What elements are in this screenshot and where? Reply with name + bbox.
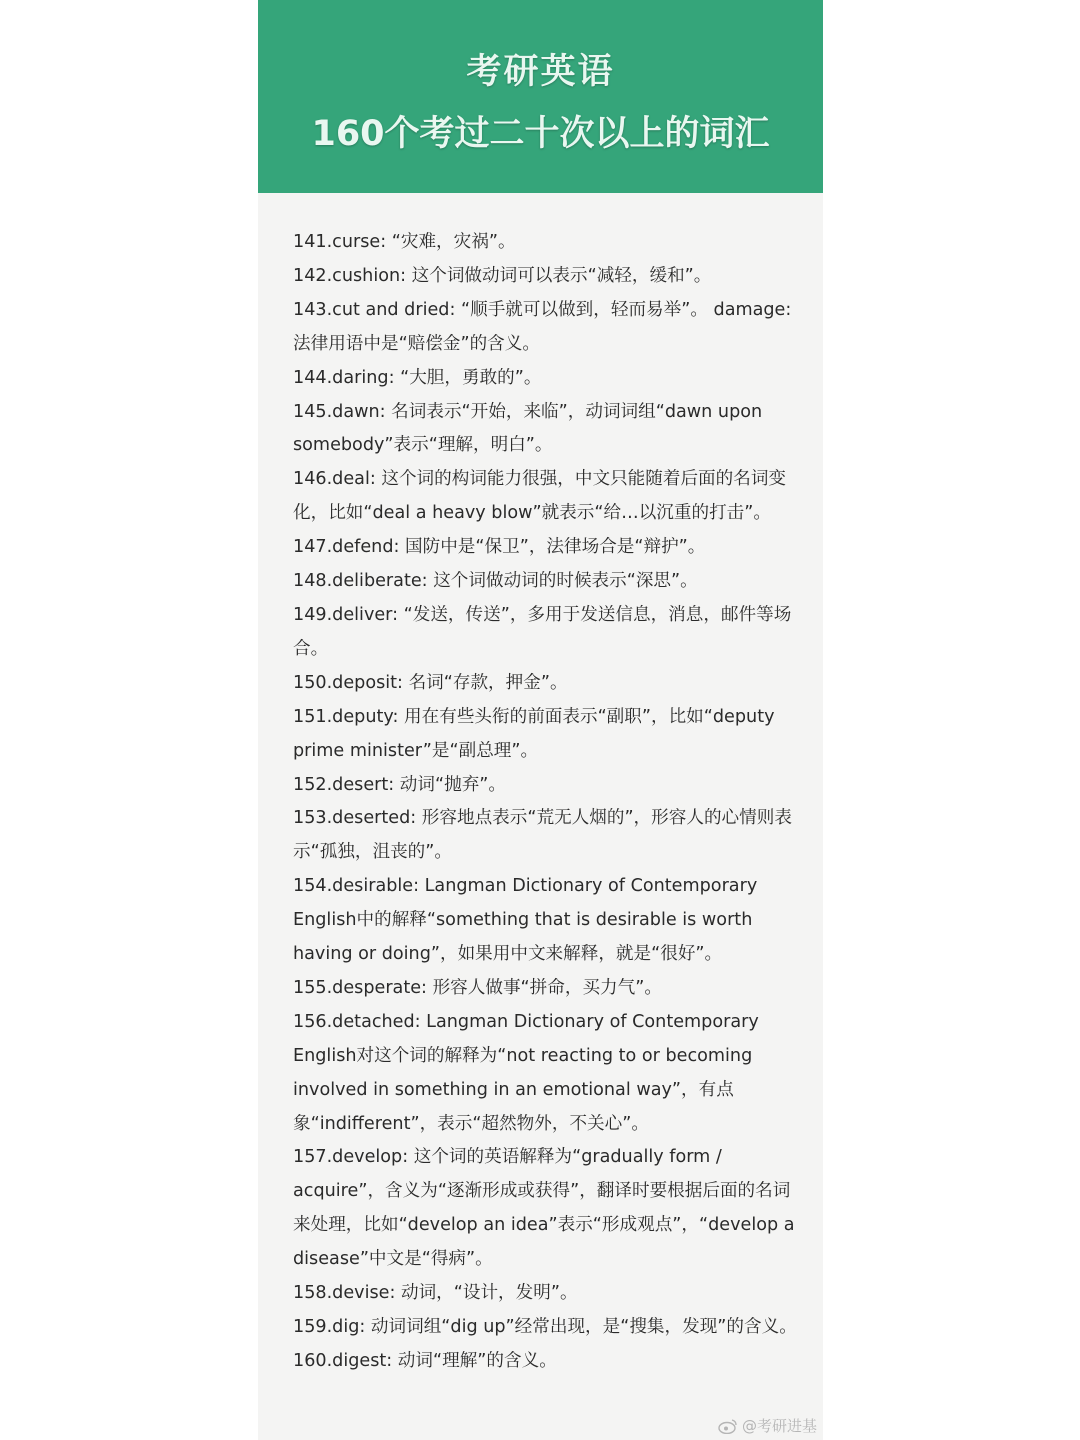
vocab-entry-149: 149.deliver: “发送，传送”，多用于发送信息，消息，邮件等场合。 <box>293 604 792 659</box>
vocab-entry-147: 147.defend: 国防中是“保卫”，法律场合是“辩护”。 <box>293 537 706 558</box>
vocab-entry-141: 141.curse: “灾难，灾祸”。 <box>293 232 516 252</box>
vocab-entry-158: 158.devise: 动词，“设计，发明”。 <box>293 1283 578 1304</box>
vocab-entry-157: 157.develop: 这个词的英语解释为“gradually form / acquire”，含义为“逐渐形成或获得”，翻译时要根据后面的名词来处理，比如“develop an idea”表示“形成观点”，“develop a disease”中文是“得病”。 <box>293 1147 795 1270</box>
vocab-entry-148: 148.deliberate: 这个词做动词的时候表示“深思”。 <box>293 571 698 592</box>
vocab-entry-152: 152.desert: 动词“抛弃”。 <box>293 774 507 795</box>
vocab-entry-156: 156.detached: Langman Dictionary of Contemporary English对这个词的解释为“not reacting to or becoming involved in something in an emotional way”，有点象“indifferent”，表示“超然物外，不关心”。 <box>293 1011 759 1134</box>
vocab-entry-160: 160.digest: 动词“理解”的含义。 <box>293 1350 557 1371</box>
vocab-entry-146: 146.deal: 这个词的构词能力很强，中文只能随着后面的名词变化，比如“deal a heavy blow”就表示“给…以沉重的打击”。 <box>293 469 787 524</box>
vocab-entry-153: 153.deserted: 形容地点表示“荒无人烟的”，形容人的心情则表示“孤独，沮丧的”。 <box>293 808 792 863</box>
watermark <box>718 1415 817 1436</box>
vocab-entry-151: 151.deputy: 用在有些头衔的前面表示“副职”，比如“deputy prime minister”是“副总理”。 <box>293 706 775 761</box>
header-banner <box>258 0 823 193</box>
vocabulary-card <box>258 0 823 1440</box>
banner-title: 考研英语 <box>466 52 615 92</box>
vocab-entry-142: 142.cushion: 这个词做动词可以表示“减轻，缓和”。 <box>293 265 712 286</box>
banner-subtitle: 160个考过二十次以上的词汇 <box>311 114 770 154</box>
vocab-entry-154: 154.desirable: Langman Dictionary of Contemporary English中的解释“something that is desirable is worth having or doing”，如果用中文来解释，就是“很好”。 <box>293 876 758 965</box>
vocab-entry-143: 143.cut and dried: “顺手就可以做到，轻而易举”。 damage: 法律用语中是“赔偿金”的含义。 <box>293 299 792 354</box>
weibo-icon <box>718 1418 738 1434</box>
vocab-entry-144: 144.daring: “大胆，勇敢的”。 <box>293 367 542 388</box>
vocab-entry-150: 150.deposit: 名词“存款，押金”。 <box>293 672 568 693</box>
vocabulary-list <box>293 226 798 1379</box>
vocab-entry-145: 145.dawn: 名词表示“开始，来临”，动词词组“dawn upon somebody”表示“理解，明白”。 <box>293 401 763 456</box>
vocab-entry-155: 155.desperate: 形容人做事“拼命，买力气”。 <box>293 977 662 998</box>
vocab-entry-159: 159.dig: 动词词组“dig up”经常出现，是“搜集，发现”的含义。 <box>293 1317 797 1337</box>
watermark-text: @考研进基 <box>741 1417 817 1435</box>
